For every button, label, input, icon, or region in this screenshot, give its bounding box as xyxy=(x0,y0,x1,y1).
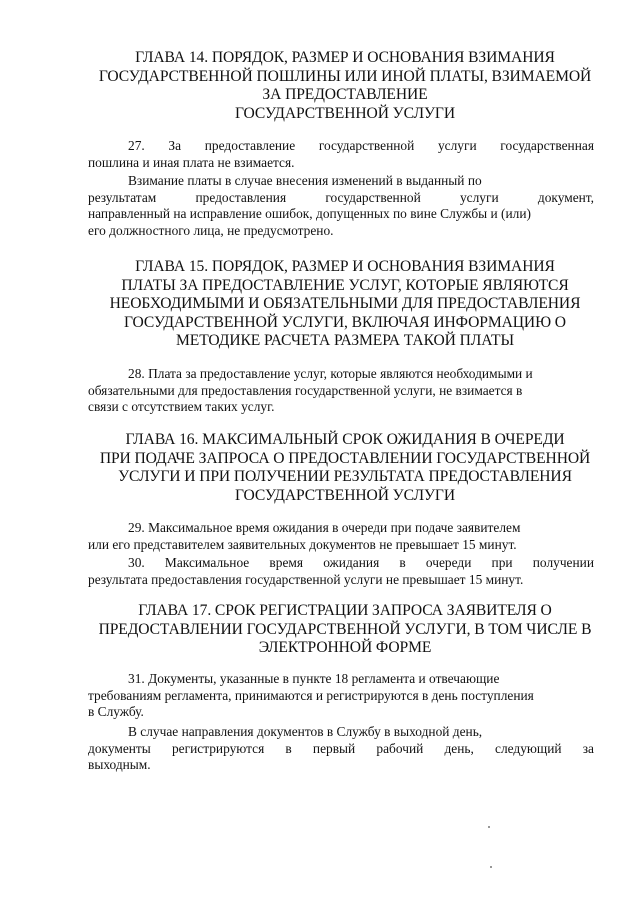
chapter-14-heading xyxy=(90,49,600,123)
paragraph-line: 27. За предоставление государственной услуги государственная xyxy=(128,138,594,153)
heading-line: ПРЕДОСТАВЛЕНИИ ГОСУДАРСТВЕННОЙ УСЛУГИ, В ТОМ ЧИСЛЕ В xyxy=(98,620,592,638)
paragraph-line: направленный на исправление ошибок, допущенных по вине Службы и (или) xyxy=(88,206,531,222)
paragraph-line: в Службу. xyxy=(88,704,144,720)
chapter-17-heading xyxy=(90,602,600,658)
heading-line: ПЛАТЫ ЗА ПРЕДОСТАВЛЕНИЕ УСЛУГ, КОТОРЫЕ ЯВЛЯЮТСЯ xyxy=(121,276,569,294)
paragraph-line: 29. Максимальное время ожидания в очереди при подаче заявителем xyxy=(128,520,521,535)
heading-line: ГЛАВА 16. МАКСИМАЛЬНЫЙ СРОК ОЖИДАНИЯ В ОЧЕРЕДИ xyxy=(125,431,565,448)
paragraph-line: Взимание платы в случае внесения изменений в выданный по xyxy=(128,173,482,188)
heading-line: МЕТОДИКЕ РАСЧЕТА РАЗМЕРА ТАКОЙ ПЛАТЫ xyxy=(176,332,514,349)
paragraph-line: связи с отсутствием таких услуг. xyxy=(88,399,275,415)
paragraph-line: выходным. xyxy=(88,757,151,773)
paragraph-line: результатам предоставления государственной услуги документ, xyxy=(88,189,594,205)
heading-line: ГОСУДАРСТВЕННОЙ УСЛУГИ, ВКЛЮЧАЯ ИНФОРМАЦИЮ О xyxy=(124,313,566,331)
paragraph-line: 31. Документы, указанные в пункте 18 регламента и отвечающие xyxy=(128,671,500,686)
paragraph-line: или его представителем заявительных документов не превышает 15 минут. xyxy=(88,536,517,552)
scan-speck xyxy=(488,826,490,828)
paragraph-line: его должностного лица, не предусмотрено. xyxy=(88,222,334,238)
paragraph-line: обязательными для предоставления государственной услуги, не взимается в xyxy=(88,382,523,398)
paragraph-line: документы регистрируются в первый рабочий день, следующий за xyxy=(88,740,594,756)
heading-line: ГОСУДАРСТВЕННОЙ УСЛУГИ xyxy=(234,486,456,504)
heading-line: ГОСУДАРСТВЕННОЙ УСЛУГИ xyxy=(234,104,456,122)
paragraph-line: В случае направления документов в Службу в выходной день, xyxy=(128,724,483,739)
heading-line: ГЛАВА 15. ПОРЯДОК, РАЗМЕР И ОСНОВАНИЯ ВЗИМАНИЯ xyxy=(135,258,555,275)
heading-line: ПРИ ПОДАЧЕ ЗАПРОСА О ПРЕДОСТАВЛЕНИИ ГОСУДАРСТВЕННОЙ xyxy=(99,449,591,467)
scan-speck xyxy=(490,866,492,868)
paragraph-29 xyxy=(88,520,594,553)
heading-line: ГОСУДАРСТВЕННОЙ ПОШЛИНЫ ИЛИ ИНОЙ ПЛАТЫ, ВЗИМАЕМОЙ xyxy=(98,67,592,85)
heading-line: ЭЛЕКТРОННОЙ ФОРМЕ xyxy=(258,639,432,656)
chapter-15-heading xyxy=(90,258,600,351)
paragraph-weekend-note xyxy=(88,724,594,774)
heading-line: НЕОБХОДИМЫМИ И ОБЯЗАТЕЛЬНЫМИ ДЛЯ ПРЕДОСТАВЛЕНИЯ xyxy=(109,295,581,312)
paragraph-line: требованиям регламента, принимаются и регистрируются в день поступления xyxy=(88,687,534,703)
paragraph-fee-note xyxy=(88,173,594,239)
chapter-16-heading xyxy=(90,431,600,505)
paragraph-line: 28. Плата за предоставление услуг, которые являются необходимыми и xyxy=(128,366,533,381)
heading-line: ГЛАВА 14. ПОРЯДОК, РАЗМЕР И ОСНОВАНИЯ ВЗИМАНИЯ xyxy=(135,49,555,66)
paragraph-line: 30. Максимальное время ожидания в очереди при получении xyxy=(128,555,594,570)
heading-line: УСЛУГИ И ПРИ ПОЛУЧЕНИИ РЕЗУЛЬТАТА ПРЕДОСТАВЛЕНИЯ xyxy=(118,468,572,485)
heading-line: ЗА ПРЕДОСТАВЛЕНИЕ xyxy=(262,86,428,103)
paragraph-31 xyxy=(88,671,594,721)
paragraph-line: результата предоставления государственной услуги не превышает 15 минут. xyxy=(88,571,524,587)
paragraph-30 xyxy=(88,555,594,588)
paragraph-27 xyxy=(88,138,594,171)
heading-line: ГЛАВА 17. СРОК РЕГИСТРАЦИИ ЗАПРОСА ЗАЯВИТЕЛЯ О xyxy=(138,602,552,619)
paragraph-28 xyxy=(88,366,594,416)
paragraph-line: пошлина и иная плата не взимается. xyxy=(88,154,295,170)
